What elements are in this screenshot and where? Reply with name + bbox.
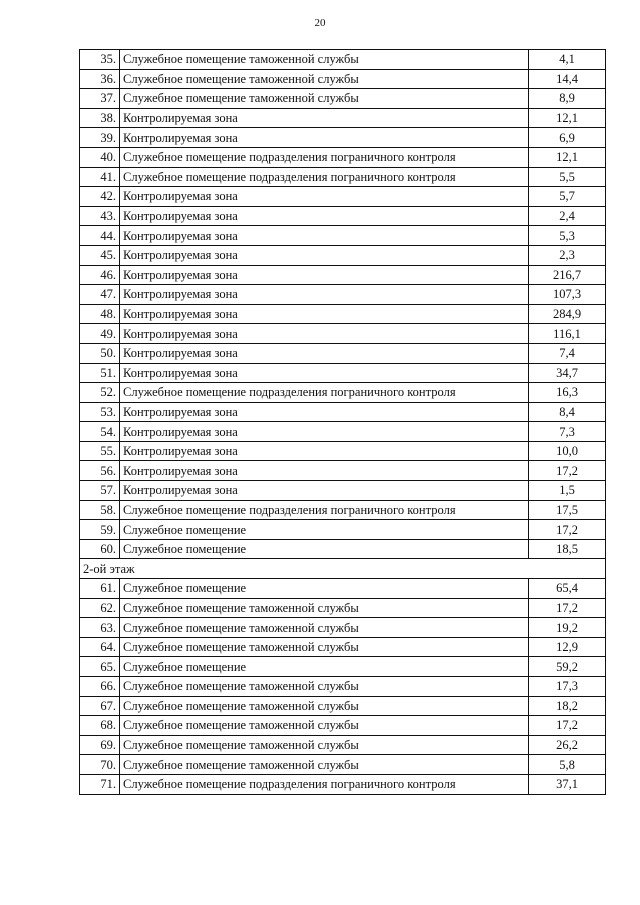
row-number: 50. bbox=[80, 343, 120, 363]
table-row bbox=[80, 500, 606, 520]
table-row bbox=[80, 598, 606, 618]
row-number: 60. bbox=[80, 539, 120, 559]
room-name: Служебное помещение таможенной службы bbox=[120, 735, 529, 755]
room-area: 26,2 bbox=[529, 735, 606, 755]
row-number: 55. bbox=[80, 441, 120, 461]
room-name: Контролируемая зона bbox=[120, 245, 529, 265]
row-number: 57. bbox=[80, 481, 120, 501]
table-row bbox=[80, 147, 606, 167]
table-row bbox=[80, 755, 606, 775]
table-row bbox=[80, 206, 606, 226]
room-area: 8,4 bbox=[529, 402, 606, 422]
row-number: 61. bbox=[80, 579, 120, 599]
room-area: 14,4 bbox=[529, 69, 606, 89]
table-row bbox=[80, 579, 606, 599]
room-area: 5,3 bbox=[529, 226, 606, 246]
room-area: 17,2 bbox=[529, 598, 606, 618]
row-number: 44. bbox=[80, 226, 120, 246]
room-area: 34,7 bbox=[529, 363, 606, 383]
room-name: Контролируемая зона bbox=[120, 265, 529, 285]
room-area: 17,3 bbox=[529, 677, 606, 697]
room-name: Контролируемая зона bbox=[120, 108, 529, 128]
room-area: 59,2 bbox=[529, 657, 606, 677]
table-row bbox=[80, 108, 606, 128]
room-area: 12,1 bbox=[529, 147, 606, 167]
room-name: Контролируемая зона bbox=[120, 304, 529, 324]
room-area: 2,3 bbox=[529, 245, 606, 265]
room-area: 7,3 bbox=[529, 422, 606, 442]
room-area: 2,4 bbox=[529, 206, 606, 226]
room-name: Служебное помещение подразделения пограничного контроля bbox=[120, 167, 529, 187]
table-row bbox=[80, 637, 606, 657]
room-area: 17,2 bbox=[529, 461, 606, 481]
room-area: 5,7 bbox=[529, 187, 606, 207]
room-area: 17,5 bbox=[529, 500, 606, 520]
row-number: 67. bbox=[80, 696, 120, 716]
room-name: Служебное помещение bbox=[120, 657, 529, 677]
table-section-floor2 bbox=[80, 559, 606, 579]
room-name: Служебное помещение подразделения пограничного контроля bbox=[120, 383, 529, 403]
room-area: 8,9 bbox=[529, 89, 606, 109]
row-number: 62. bbox=[80, 598, 120, 618]
row-number: 46. bbox=[80, 265, 120, 285]
table-row bbox=[80, 461, 606, 481]
room-name: Контролируемая зона bbox=[120, 206, 529, 226]
room-name: Служебное помещение таможенной службы bbox=[120, 696, 529, 716]
room-area: 284,9 bbox=[529, 304, 606, 324]
row-number: 40. bbox=[80, 147, 120, 167]
room-name: Служебное помещение таможенной службы bbox=[120, 89, 529, 109]
page-number: 20 bbox=[314, 17, 326, 29]
row-number: 71. bbox=[80, 774, 120, 794]
room-name: Служебное помещение подразделения пограничного контроля bbox=[120, 500, 529, 520]
row-number: 49. bbox=[80, 324, 120, 344]
row-number: 54. bbox=[80, 422, 120, 442]
room-area: 16,3 bbox=[529, 383, 606, 403]
table-row bbox=[80, 343, 606, 363]
table-row bbox=[80, 735, 606, 755]
row-number: 64. bbox=[80, 637, 120, 657]
room-name: Служебное помещение таможенной службы bbox=[120, 716, 529, 736]
room-area: 19,2 bbox=[529, 618, 606, 638]
table-row bbox=[80, 187, 606, 207]
table-row bbox=[80, 441, 606, 461]
row-number: 66. bbox=[80, 677, 120, 697]
room-name: Служебное помещение таможенной службы bbox=[120, 637, 529, 657]
row-number: 43. bbox=[80, 206, 120, 226]
row-number: 39. bbox=[80, 128, 120, 148]
table-row bbox=[80, 422, 606, 442]
premises-table bbox=[79, 49, 606, 795]
table-row bbox=[80, 167, 606, 187]
row-number: 37. bbox=[80, 89, 120, 109]
room-name: Служебное помещение bbox=[120, 579, 529, 599]
row-number: 56. bbox=[80, 461, 120, 481]
table-row bbox=[80, 285, 606, 305]
table-row bbox=[80, 128, 606, 148]
room-name: Служебное помещение таможенной службы bbox=[120, 50, 529, 70]
table-body-floor2 bbox=[80, 579, 606, 795]
room-name: Служебное помещение таможенной службы bbox=[120, 755, 529, 775]
room-area: 1,5 bbox=[529, 481, 606, 501]
row-number: 52. bbox=[80, 383, 120, 403]
table-row bbox=[80, 89, 606, 109]
row-number: 69. bbox=[80, 735, 120, 755]
row-number: 63. bbox=[80, 618, 120, 638]
room-area: 65,4 bbox=[529, 579, 606, 599]
row-number: 41. bbox=[80, 167, 120, 187]
room-name: Контролируемая зона bbox=[120, 324, 529, 344]
row-number: 68. bbox=[80, 716, 120, 736]
room-area: 6,9 bbox=[529, 128, 606, 148]
table-row bbox=[80, 657, 606, 677]
table-row bbox=[80, 363, 606, 383]
room-name: Контролируемая зона bbox=[120, 422, 529, 442]
room-area: 5,5 bbox=[529, 167, 606, 187]
room-area: 18,5 bbox=[529, 539, 606, 559]
room-name: Контролируемая зона bbox=[120, 187, 529, 207]
room-name: Служебное помещение bbox=[120, 539, 529, 559]
row-number: 42. bbox=[80, 187, 120, 207]
room-area: 18,2 bbox=[529, 696, 606, 716]
room-area: 12,1 bbox=[529, 108, 606, 128]
row-number: 47. bbox=[80, 285, 120, 305]
room-area: 116,1 bbox=[529, 324, 606, 344]
row-number: 35. bbox=[80, 50, 120, 70]
table-row bbox=[80, 50, 606, 70]
table-row bbox=[80, 324, 606, 344]
room-name: Служебное помещение bbox=[120, 520, 529, 540]
room-area: 4,1 bbox=[529, 50, 606, 70]
room-name: Служебное помещение таможенной службы bbox=[120, 598, 529, 618]
room-area: 216,7 bbox=[529, 265, 606, 285]
table-row bbox=[80, 539, 606, 559]
room-area: 12,9 bbox=[529, 637, 606, 657]
room-name: Контролируемая зона bbox=[120, 226, 529, 246]
table-row bbox=[80, 696, 606, 716]
table-row bbox=[80, 69, 606, 89]
room-name: Служебное помещение таможенной службы bbox=[120, 69, 529, 89]
table-row bbox=[80, 520, 606, 540]
table-row bbox=[80, 716, 606, 736]
room-name: Контролируемая зона bbox=[120, 285, 529, 305]
room-area: 17,2 bbox=[529, 716, 606, 736]
section-row bbox=[80, 559, 606, 579]
room-name: Служебное помещение подразделения пограничного контроля bbox=[120, 147, 529, 167]
table-row bbox=[80, 677, 606, 697]
table-row bbox=[80, 304, 606, 324]
room-name: Служебное помещение таможенной службы bbox=[120, 677, 529, 697]
table-row bbox=[80, 481, 606, 501]
room-name: Контролируемая зона bbox=[120, 402, 529, 422]
table-row bbox=[80, 618, 606, 638]
row-number: 53. bbox=[80, 402, 120, 422]
room-area: 7,4 bbox=[529, 343, 606, 363]
table-row bbox=[80, 402, 606, 422]
room-area: 37,1 bbox=[529, 774, 606, 794]
room-name: Контролируемая зона bbox=[120, 441, 529, 461]
room-area: 17,2 bbox=[529, 520, 606, 540]
row-number: 58. bbox=[80, 500, 120, 520]
room-name: Контролируемая зона bbox=[120, 128, 529, 148]
row-number: 59. bbox=[80, 520, 120, 540]
row-number: 65. bbox=[80, 657, 120, 677]
room-area: 107,3 bbox=[529, 285, 606, 305]
room-area: 10,0 bbox=[529, 441, 606, 461]
table-row bbox=[80, 265, 606, 285]
room-name: Контролируемая зона bbox=[120, 363, 529, 383]
table-row bbox=[80, 383, 606, 403]
room-area: 5,8 bbox=[529, 755, 606, 775]
row-number: 38. bbox=[80, 108, 120, 128]
section-title: 2-ой этаж bbox=[80, 559, 606, 579]
table-row bbox=[80, 774, 606, 794]
row-number: 48. bbox=[80, 304, 120, 324]
row-number: 36. bbox=[80, 69, 120, 89]
room-name: Служебное помещение таможенной службы bbox=[120, 618, 529, 638]
row-number: 51. bbox=[80, 363, 120, 383]
room-name: Контролируемая зона bbox=[120, 343, 529, 363]
room-name: Контролируемая зона bbox=[120, 481, 529, 501]
room-name: Служебное помещение подразделения пограничного контроля bbox=[120, 774, 529, 794]
table-row bbox=[80, 245, 606, 265]
table-body-floor1 bbox=[80, 50, 606, 559]
row-number: 70. bbox=[80, 755, 120, 775]
room-name: Контролируемая зона bbox=[120, 461, 529, 481]
row-number: 45. bbox=[80, 245, 120, 265]
table-row bbox=[80, 226, 606, 246]
